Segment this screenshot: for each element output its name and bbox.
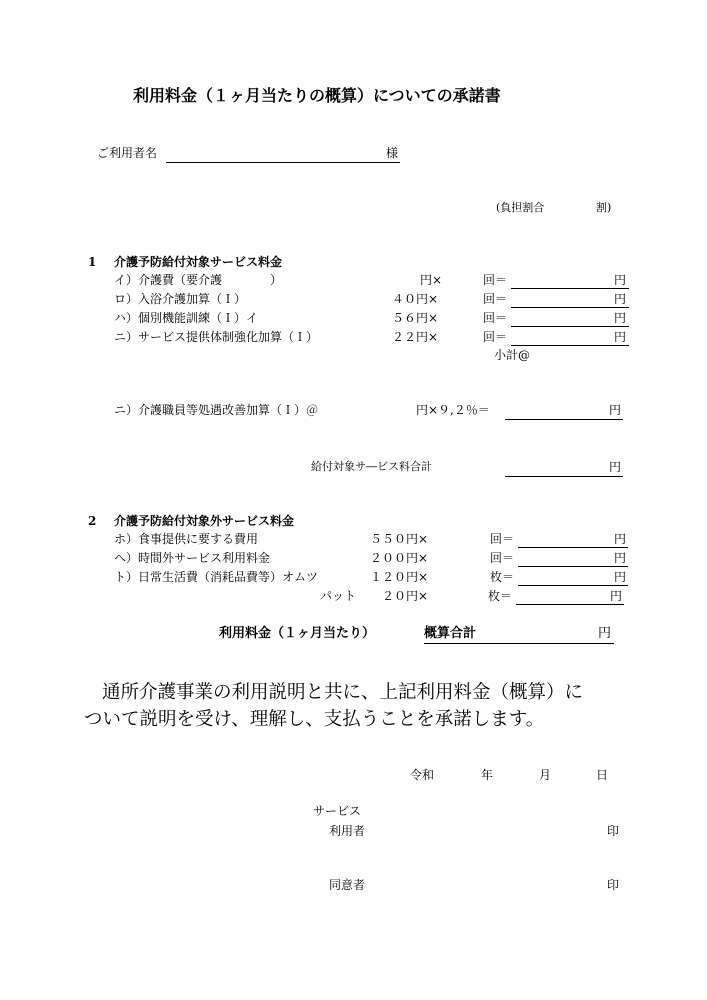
section1-row-price: 円× xyxy=(420,273,443,287)
statement-line: ついて説明を受け、理解し、支払うことを承諾します。 xyxy=(84,709,545,730)
benefit-total-label: 給付対象サ―ビス料合計 xyxy=(311,460,432,473)
date-era: 令和 xyxy=(410,768,435,782)
burden-ratio-unit: 割) xyxy=(596,201,612,214)
section1-row-close: ） xyxy=(270,273,283,287)
section1-row-times: 回＝ xyxy=(483,273,508,287)
service-label: サービス xyxy=(313,804,362,818)
section1-row-label: ハ）個別機能訓練（Ｉ）イ xyxy=(114,311,259,325)
section2-row-label: ト）日常生活費（消耗品費等）オムツ xyxy=(114,570,319,584)
section1-row-yen: 円 xyxy=(614,292,627,306)
section1-row-price: ４０円× xyxy=(392,292,439,306)
user-signature-label: 利用者 xyxy=(329,824,366,838)
section1-row-yen: 円 xyxy=(614,330,627,344)
grand-total-yen: 円 xyxy=(598,626,612,641)
section2-number: 2 xyxy=(88,514,97,528)
section2-row-price: ５５０円× xyxy=(370,532,429,546)
section1-row-times: 回＝ xyxy=(483,292,508,306)
section2-row-times: 回＝ xyxy=(490,551,515,565)
honorific: 様 xyxy=(386,146,399,160)
improvement-amount-line xyxy=(505,419,623,420)
section1-row-yen: 円 xyxy=(614,273,627,287)
section1-row-times: 回＝ xyxy=(483,311,508,325)
date-day: 日 xyxy=(596,768,609,782)
improvement-label: ニ）介護職員等処遇改善加算（Ｉ）＠ xyxy=(114,403,319,417)
section1-row-times: 回＝ xyxy=(483,330,508,344)
user-name-label: ご利用者名 xyxy=(97,146,158,160)
section1-title: 介護予防給付対象サービス料金 xyxy=(114,255,283,269)
section2-row-price: ２０円× xyxy=(382,589,429,603)
section1-row-label: イ）介護費（要介護 xyxy=(114,273,223,287)
improvement-yen: 円 xyxy=(609,403,622,417)
section2-row-amount-line xyxy=(518,547,628,548)
section2-row-label: ホ）食事提供に要する費用 xyxy=(114,532,259,546)
grand-total-label: 概算合計 xyxy=(424,626,477,641)
section2-row-price: ２００円× xyxy=(370,551,429,565)
section1-row-yen: 円 xyxy=(614,311,627,325)
user-name-field-line xyxy=(166,162,400,163)
section1-row-label: ロ）入浴介護加算（Ｉ） xyxy=(114,292,247,306)
section2-row-yen: 円 xyxy=(614,551,627,565)
benefit-total-amount-line xyxy=(505,476,623,477)
section1-row-label: ニ）サービス提供体制強化加算（Ｉ） xyxy=(114,330,319,344)
consent-signature-label: 同意者 xyxy=(329,878,366,892)
section1-number: 1 xyxy=(88,255,97,269)
grand-total-amount-line xyxy=(424,643,614,644)
section1-row-price: ２２円× xyxy=(392,330,439,344)
section1-row-amount-line xyxy=(511,345,629,346)
date-month: 月 xyxy=(539,768,552,782)
section2-row-amount-line xyxy=(516,604,624,605)
burden-ratio-label: (負担割合 xyxy=(496,201,545,214)
section1-row-price: ５６円× xyxy=(392,311,439,325)
section2-row-yen: 円 xyxy=(614,532,627,546)
section1-row-amount-line xyxy=(511,326,629,327)
statement-line: 通所介護事業の利用説明と共に、上記利用料金（概算）に xyxy=(102,682,584,703)
section2-row-label: パット xyxy=(320,589,357,603)
section2-title: 介護予防給付対象外サービス料金 xyxy=(114,514,295,528)
grand-total-prefix: 利用料金（１ヶ月当たり） xyxy=(219,626,376,641)
section2-row-amount-line xyxy=(518,566,628,567)
improvement-rate: 円×９,２％＝ xyxy=(416,403,490,417)
user-seal-mark: 印 xyxy=(607,824,620,838)
section2-row-times: 枚＝ xyxy=(490,570,515,584)
page-title: 利用料金（１ヶ月当たりの概算）についての承諾書 xyxy=(133,86,501,105)
consent-seal-mark: 印 xyxy=(607,878,620,892)
section1-row-amount-line xyxy=(511,288,629,289)
section2-row-amount-line xyxy=(518,585,628,586)
section2-row-times: 枚＝ xyxy=(488,589,513,603)
section2-row-yen: 円 xyxy=(614,570,627,584)
subtotal-label: 小計@ xyxy=(494,348,531,362)
section2-row-yen: 円 xyxy=(610,589,623,603)
date-year: 年 xyxy=(481,768,494,782)
section2-row-price: １２０円× xyxy=(370,570,429,584)
section2-row-times: 回＝ xyxy=(490,532,515,546)
benefit-total-yen: 円 xyxy=(609,460,622,474)
section1-row-amount-line xyxy=(511,307,629,308)
section2-row-label: へ）時間外サービス利用料金 xyxy=(114,551,271,565)
